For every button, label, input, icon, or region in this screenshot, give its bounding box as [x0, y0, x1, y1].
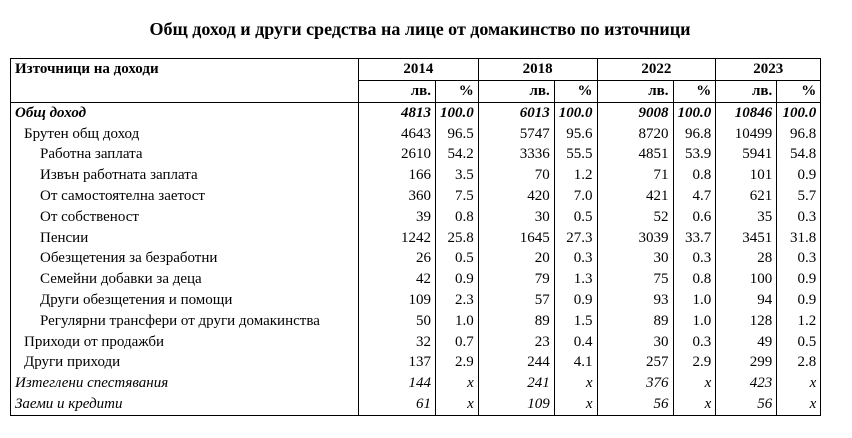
- value-lv-cell: 49: [716, 332, 777, 353]
- value-pct-cell: 0.8: [673, 269, 716, 290]
- value-lv-cell: 8720: [597, 124, 673, 145]
- row-label: Семейни добавки за деца: [11, 269, 359, 290]
- value-lv-cell: 30: [597, 248, 673, 269]
- value-lv-cell: 2610: [359, 144, 436, 165]
- year-header: 2014: [359, 59, 479, 81]
- table-row: [11, 311, 821, 332]
- value-lv-cell: 89: [597, 311, 673, 332]
- value-pct-cell: 53.9: [673, 144, 716, 165]
- value-pct-cell: 7.0: [554, 186, 597, 207]
- value-pct-cell: 0.8: [436, 207, 479, 228]
- value-lv-cell: 101: [716, 165, 777, 186]
- value-pct-cell: 4.7: [673, 186, 716, 207]
- value-lv-cell: 244: [478, 352, 554, 373]
- table-row: [11, 228, 821, 249]
- value-pct-cell: 0.3: [673, 332, 716, 353]
- value-lv-cell: 420: [478, 186, 554, 207]
- unit-pct-header: %: [554, 81, 597, 103]
- table-row: [11, 248, 821, 269]
- row-label: Обезщетения за безработни: [11, 248, 359, 269]
- value-pct-cell: 0.3: [554, 248, 597, 269]
- table-row: [11, 207, 821, 228]
- unit-lv-header: лв.: [716, 81, 777, 103]
- value-pct-cell: 0.5: [554, 207, 597, 228]
- row-label: Брутен общ доход: [11, 124, 359, 145]
- value-lv-cell: 128: [716, 311, 777, 332]
- row-label: Изтеглени спестявания: [11, 373, 359, 394]
- value-lv-cell: 26: [359, 248, 436, 269]
- value-pct-cell: 3.5: [436, 165, 479, 186]
- table-row: [11, 290, 821, 311]
- value-lv-cell: 376: [597, 373, 673, 394]
- value-pct-cell: 33.7: [673, 228, 716, 249]
- table-row: [11, 269, 821, 290]
- value-pct-cell: 0.4: [554, 332, 597, 353]
- header-row-years: [11, 59, 821, 81]
- value-lv-cell: 6013: [478, 102, 554, 123]
- value-pct-cell: 1.2: [554, 165, 597, 186]
- value-pct-cell: 2.9: [436, 352, 479, 373]
- value-lv-cell: 30: [478, 207, 554, 228]
- value-lv-cell: 109: [359, 290, 436, 311]
- table-row: [11, 394, 821, 415]
- value-lv-cell: 4851: [597, 144, 673, 165]
- value-pct-cell: 100.0: [554, 102, 597, 123]
- value-pct-cell: 1.0: [436, 311, 479, 332]
- value-pct-cell: 55.5: [554, 144, 597, 165]
- value-lv-cell: 423: [716, 373, 777, 394]
- value-pct-cell: 1.0: [673, 290, 716, 311]
- row-label: Пенсии: [11, 228, 359, 249]
- value-lv-cell: 100: [716, 269, 777, 290]
- value-pct-cell: 1.2: [777, 311, 821, 332]
- row-label: От самостоятелна заетост: [11, 186, 359, 207]
- value-lv-cell: 32: [359, 332, 436, 353]
- value-pct-cell: 54.8: [777, 144, 821, 165]
- row-label: Регулярни трансфери от други домакинства: [11, 311, 359, 332]
- year-header: 2022: [597, 59, 716, 81]
- value-pct-cell: 1.5: [554, 311, 597, 332]
- value-lv-cell: 5747: [478, 124, 554, 145]
- value-pct-cell: 0.6: [673, 207, 716, 228]
- value-pct-cell: x: [673, 394, 716, 415]
- value-lv-cell: 1645: [478, 228, 554, 249]
- value-pct-cell: 100.0: [777, 102, 821, 123]
- table-title: Общ доход и други средства на лице от домакинство по източници: [149, 19, 691, 39]
- row-label: Заеми и кредити: [11, 394, 359, 415]
- value-lv-cell: 28: [716, 248, 777, 269]
- value-pct-cell: 96.5: [436, 124, 479, 145]
- value-lv-cell: 23: [478, 332, 554, 353]
- value-pct-cell: 1.0: [673, 311, 716, 332]
- value-lv-cell: 1242: [359, 228, 436, 249]
- table-row: [11, 144, 821, 165]
- value-pct-cell: 31.8: [777, 228, 821, 249]
- value-lv-cell: 621: [716, 186, 777, 207]
- value-pct-cell: 0.9: [777, 165, 821, 186]
- value-pct-cell: 0.8: [673, 165, 716, 186]
- value-pct-cell: 1.3: [554, 269, 597, 290]
- value-lv-cell: 9008: [597, 102, 673, 123]
- value-pct-cell: 0.9: [554, 290, 597, 311]
- row-label: От собственост: [11, 207, 359, 228]
- value-lv-cell: 360: [359, 186, 436, 207]
- row-label: Работна заплата: [11, 144, 359, 165]
- value-pct-cell: 0.5: [777, 332, 821, 353]
- value-pct-cell: 96.8: [673, 124, 716, 145]
- value-lv-cell: 257: [597, 352, 673, 373]
- unit-lv-header: лв.: [597, 81, 673, 103]
- source-column-header: Източници на доходи: [11, 59, 359, 103]
- value-lv-cell: 3336: [478, 144, 554, 165]
- value-lv-cell: 75: [597, 269, 673, 290]
- table-row: [11, 373, 821, 394]
- value-pct-cell: 100.0: [436, 102, 479, 123]
- table-row: [11, 352, 821, 373]
- table-row: [11, 102, 821, 123]
- value-lv-cell: 42: [359, 269, 436, 290]
- value-lv-cell: 241: [478, 373, 554, 394]
- value-pct-cell: 0.9: [436, 269, 479, 290]
- unit-pct-header: %: [777, 81, 821, 103]
- value-lv-cell: 5941: [716, 144, 777, 165]
- value-lv-cell: 93: [597, 290, 673, 311]
- value-lv-cell: 4643: [359, 124, 436, 145]
- value-lv-cell: 421: [597, 186, 673, 207]
- value-pct-cell: 4.1: [554, 352, 597, 373]
- income-table: [10, 58, 821, 416]
- value-pct-cell: 7.5: [436, 186, 479, 207]
- value-lv-cell: 50: [359, 311, 436, 332]
- value-pct-cell: 54.2: [436, 144, 479, 165]
- unit-pct-header: %: [436, 81, 479, 103]
- value-lv-cell: 35: [716, 207, 777, 228]
- value-pct-cell: 5.7: [777, 186, 821, 207]
- value-lv-cell: 10846: [716, 102, 777, 123]
- year-header: 2018: [478, 59, 597, 81]
- value-lv-cell: 39: [359, 207, 436, 228]
- value-pct-cell: x: [436, 394, 479, 415]
- year-header: 2023: [716, 59, 821, 81]
- value-pct-cell: 0.3: [777, 248, 821, 269]
- value-pct-cell: x: [554, 373, 597, 394]
- value-pct-cell: 2.8: [777, 352, 821, 373]
- value-pct-cell: 2.3: [436, 290, 479, 311]
- value-lv-cell: 137: [359, 352, 436, 373]
- value-pct-cell: 95.6: [554, 124, 597, 145]
- value-lv-cell: 71: [597, 165, 673, 186]
- value-lv-cell: 3039: [597, 228, 673, 249]
- value-pct-cell: x: [673, 373, 716, 394]
- value-pct-cell: 2.9: [673, 352, 716, 373]
- value-lv-cell: 4813: [359, 102, 436, 123]
- row-label: Други обезщетения и помощи: [11, 290, 359, 311]
- value-pct-cell: 27.3: [554, 228, 597, 249]
- table-row: [11, 332, 821, 353]
- value-pct-cell: 0.9: [777, 290, 821, 311]
- value-pct-cell: 100.0: [673, 102, 716, 123]
- value-lv-cell: 52: [597, 207, 673, 228]
- unit-lv-header: лв.: [478, 81, 554, 103]
- row-label: Други приходи: [11, 352, 359, 373]
- value-lv-cell: 10499: [716, 124, 777, 145]
- value-lv-cell: 94: [716, 290, 777, 311]
- value-pct-cell: 0.3: [673, 248, 716, 269]
- value-lv-cell: 79: [478, 269, 554, 290]
- value-pct-cell: x: [777, 373, 821, 394]
- table-row: [11, 186, 821, 207]
- value-lv-cell: 57: [478, 290, 554, 311]
- value-lv-cell: 144: [359, 373, 436, 394]
- unit-pct-header: %: [673, 81, 716, 103]
- value-lv-cell: 3451: [716, 228, 777, 249]
- row-label: Извън работната заплата: [11, 165, 359, 186]
- value-pct-cell: x: [554, 394, 597, 415]
- table-row: [11, 165, 821, 186]
- value-pct-cell: 0.7: [436, 332, 479, 353]
- unit-lv-header: лв.: [359, 81, 436, 103]
- value-lv-cell: 70: [478, 165, 554, 186]
- value-lv-cell: 56: [597, 394, 673, 415]
- value-pct-cell: 96.8: [777, 124, 821, 145]
- value-lv-cell: 20: [478, 248, 554, 269]
- row-label: Общ доход: [11, 102, 359, 123]
- value-lv-cell: 61: [359, 394, 436, 415]
- row-label: Приходи от продажби: [11, 332, 359, 353]
- value-pct-cell: 0.3: [777, 207, 821, 228]
- value-pct-cell: 25.8: [436, 228, 479, 249]
- value-lv-cell: 30: [597, 332, 673, 353]
- value-pct-cell: x: [436, 373, 479, 394]
- value-pct-cell: 0.9: [777, 269, 821, 290]
- value-lv-cell: 109: [478, 394, 554, 415]
- value-lv-cell: 56: [716, 394, 777, 415]
- value-lv-cell: 299: [716, 352, 777, 373]
- value-lv-cell: 166: [359, 165, 436, 186]
- value-pct-cell: 0.5: [436, 248, 479, 269]
- table-row: [11, 124, 821, 145]
- value-pct-cell: x: [777, 394, 821, 415]
- value-lv-cell: 89: [478, 311, 554, 332]
